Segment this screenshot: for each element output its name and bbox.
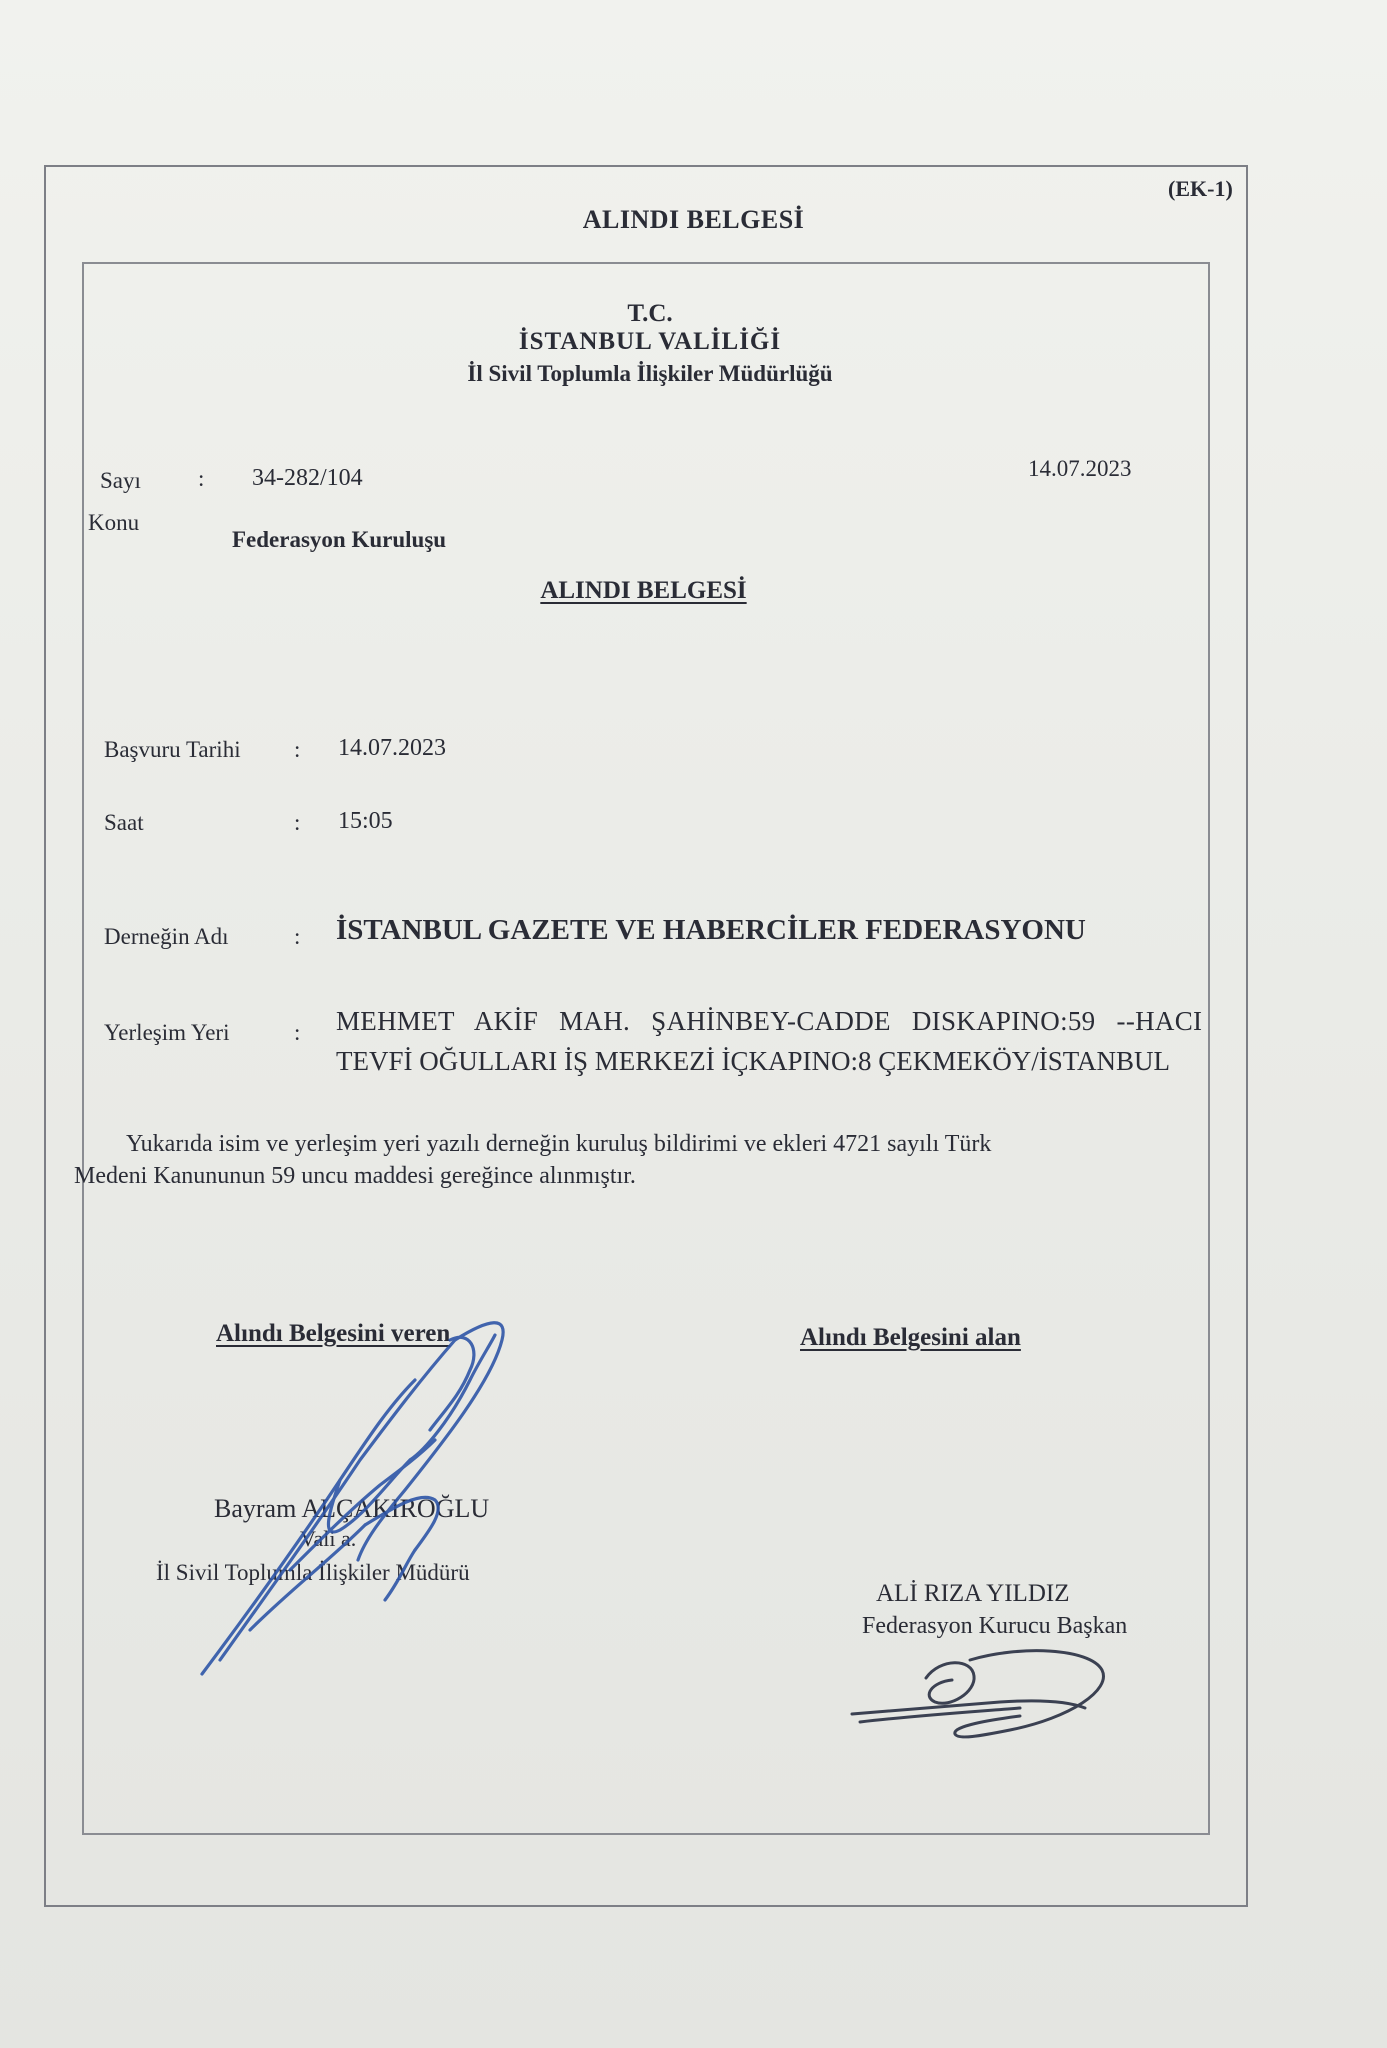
giver-role: İl Sivil Toplumla İlişkiler Müdürü [156, 1560, 470, 1585]
yerlesim-yeri-label: Yerleşim Yeri [104, 1020, 230, 1045]
document-date: 14.07.2023 [1028, 456, 1132, 481]
saat-colon: : [294, 810, 301, 835]
tc-heading: T.C. [627, 300, 673, 327]
giver-signature-title: Alındı Belgesini veren [216, 1320, 451, 1347]
valilik-heading: İSTANBUL VALİLİĞİ [518, 328, 782, 355]
dernek-adi-value: İSTANBUL GAZETE VE HABERCİLER FEDERASYONU [336, 914, 1086, 946]
body-text-line2: Medeni Kanununun 59 uncu maddesi gereğince alınmıştır. [74, 1163, 636, 1189]
konu-label: Konu [88, 510, 140, 535]
sayi-value: 34-282/104 [252, 465, 363, 491]
giver-signature-image [190, 1310, 530, 1690]
mudurluk-heading: İl Sivil Toplumla İlişkiler Müdürlüğü [467, 361, 833, 386]
receiver-signature-image [840, 1630, 1120, 1760]
basvuru-tarihi-value: 14.07.2023 [338, 735, 446, 761]
giver-name: Bayram ALÇAKIROĞLU [214, 1494, 490, 1523]
yerlesim-yeri-line1: MEHMET AKİF MAH. ŞAHİNBEY-CADDE DISKAPINO:59 --HACI [336, 1006, 1203, 1036]
dernek-adi-label: Derneğin Adı [104, 924, 229, 949]
basvuru-colon: : [294, 737, 301, 762]
dernek-colon: : [294, 924, 301, 949]
document-heading: ALINDI BELGESİ [582, 205, 805, 234]
sayi-label: Sayı [100, 468, 141, 493]
receiver-signature-title: Alındı Belgesini alan [800, 1324, 1021, 1351]
sayi-colon: : [198, 466, 205, 491]
body-text-line1: Yukarıda isim ve yerleşim yeri yazılı derneğin kuruluş bildirimi ve ekleri 4721 sayılı Türk [126, 1131, 992, 1157]
receipt-title: ALINDI BELGESİ [540, 577, 747, 604]
saat-label: Saat [104, 810, 144, 835]
receiver-name: ALİ RIZA YILDIZ [876, 1580, 1070, 1607]
konu-value: Federasyon Kuruluşu [232, 527, 447, 552]
saat-value: 15:05 [338, 808, 393, 834]
basvuru-tarihi-label: Başvuru Tarihi [104, 737, 241, 762]
annex-label: (EK-1) [1168, 176, 1233, 201]
yerlesim-colon: : [294, 1020, 301, 1045]
giver-subtitle: Vali a. [300, 1526, 357, 1551]
receiver-role: Federasyon Kurucu Başkan [862, 1613, 1128, 1639]
yerlesim-yeri-line2: TEVFİ OĞULLARI İŞ MERKEZİ İÇKAPINO:8 ÇEKMEKÖY/İSTANBUL [336, 1046, 1171, 1076]
